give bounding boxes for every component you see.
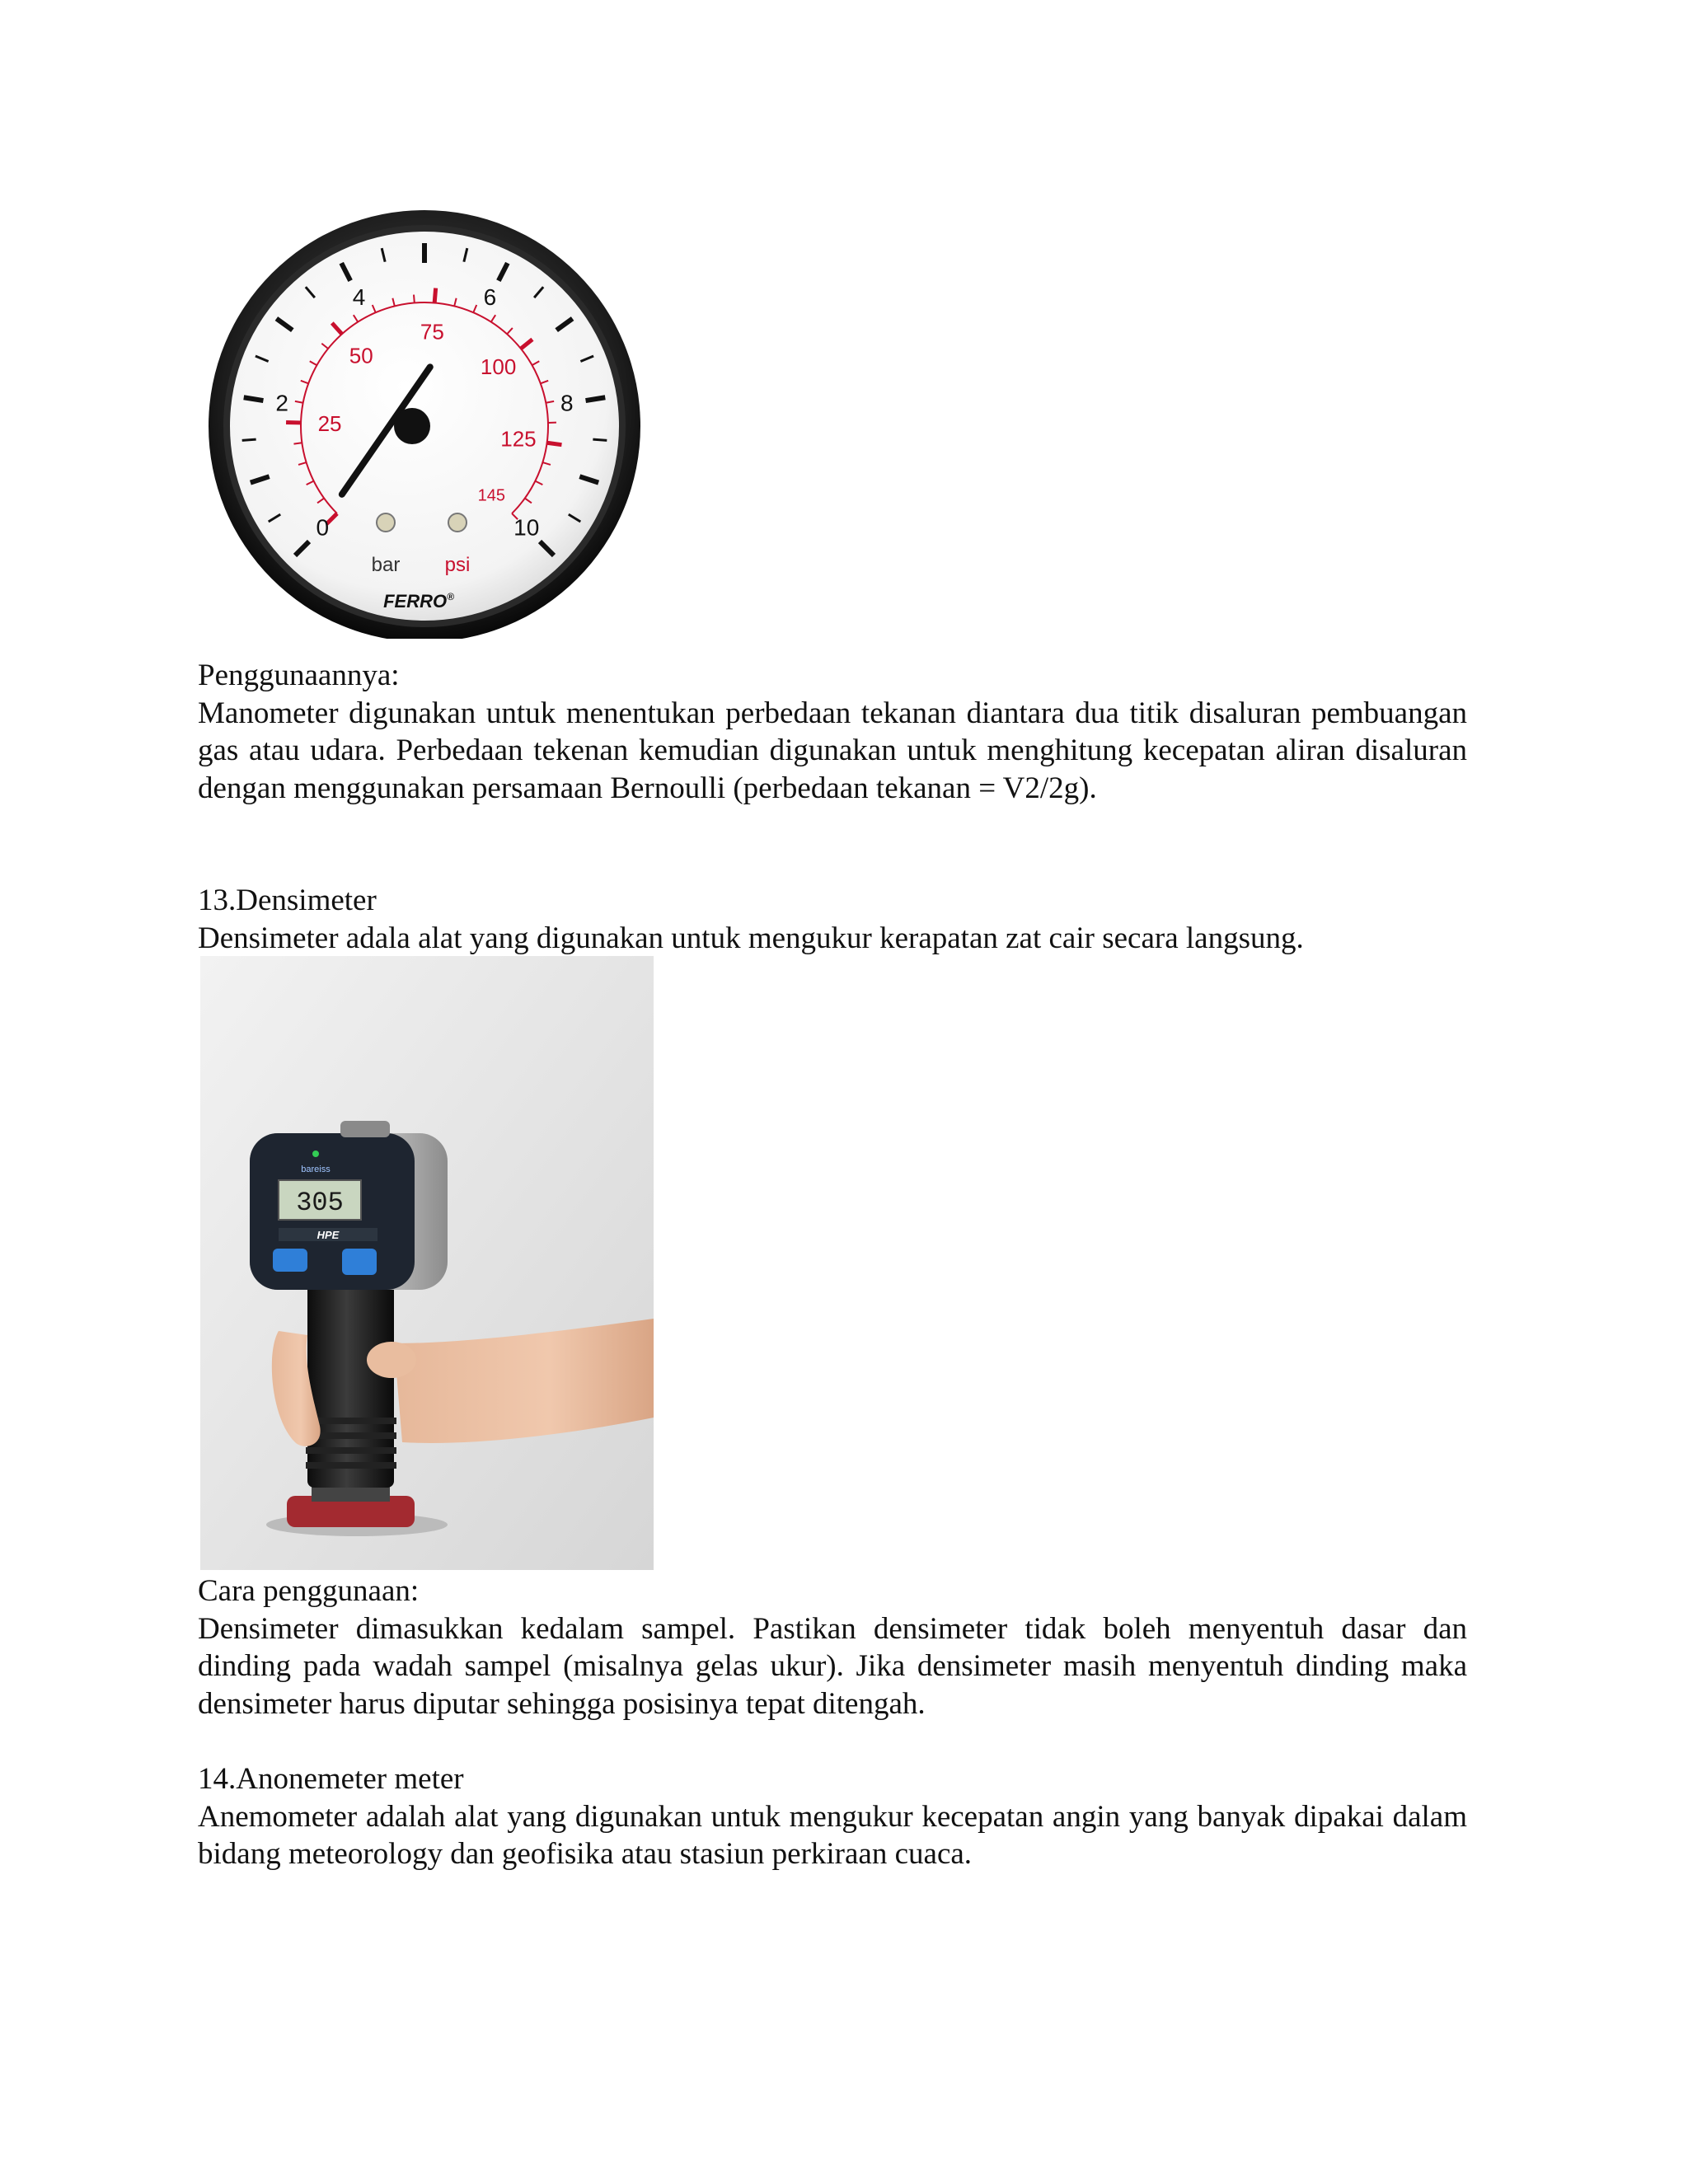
device-grip	[307, 1277, 394, 1488]
manometer-usage-paragraph: Manometer digunakan untuk menentukan perbedaan tekanan diantara dua titik disaluran pembuangan gas atau udara. Perbedaan tekenan kemudian digunakan untuk menghitung kecepatan aliran disaluran dengan menggunakan persamaan Bernoulli (perbedaan tekanan = V2/2g).	[198, 696, 1467, 805]
pressure-gauge-image	[206, 210, 651, 639]
manometer-usage-section	[198, 657, 1467, 807]
anemometer-paragraph: Anemometer adalah alat yang digunakan untuk mengukur kecepatan angin yang banyak dipakai dalam bidang meteorology dan geofisika atau stasiun perkiraan cuaca.	[198, 1799, 1467, 1871]
psi-scale-label: 100	[480, 354, 517, 379]
psi-adjust-screw-icon	[448, 513, 467, 532]
densimeter-device-drawing	[200, 956, 654, 1570]
bar-major-tick	[586, 397, 606, 401]
usage-heading: Cara penggunaan:	[198, 1574, 420, 1608]
psi-scale-label: 125	[500, 426, 537, 452]
unit-psi-label: psi	[444, 554, 471, 576]
psi-scale-label: 50	[349, 343, 373, 368]
bar-scale-label: 6	[483, 284, 497, 311]
densimeter-instructions-section	[198, 1572, 1467, 1722]
bar-scale-label: 10	[513, 514, 540, 541]
brand-logo: FERRO®	[383, 591, 454, 612]
bar-major-tick	[244, 397, 264, 401]
model-label: HPE	[316, 1229, 340, 1241]
unit-bar-label: bar	[371, 554, 401, 576]
bar-scale-label: 4	[352, 284, 366, 311]
bar-scale-label: 8	[560, 390, 574, 416]
manometer-usage-heading: Penggunaannya:	[198, 658, 400, 692]
hand-thumb	[367, 1342, 416, 1378]
psi-tick	[434, 288, 435, 303]
bar-adjust-screw-icon	[377, 513, 395, 532]
mode-button[interactable]	[273, 1249, 307, 1272]
anemometer-section	[198, 1760, 1467, 1873]
device-brand: bareiss	[301, 1165, 331, 1174]
status-led-icon	[312, 1151, 319, 1157]
psi-tick	[414, 295, 415, 303]
bar-minor-tick	[242, 439, 256, 440]
densimeter-heading: 13.Densimeter	[198, 883, 377, 917]
usage-paragraph: Densimeter dimasukkan kedalam sampel. Pastikan densimeter tidak boleh menyentuh dasar dan dinding pada wadah sampel (misalnya gelas ukur). Jika densimeter masih menyentuh dinding maka densimeter harus diputar sehingga posisinya tepat ditengah.	[198, 1611, 1467, 1721]
device-top-cap	[340, 1121, 390, 1137]
psi-scale-label: 145	[477, 486, 506, 505]
anemometer-heading: 14.Anonemeter meter	[198, 1762, 464, 1796]
bar-scale-label: 0	[316, 514, 330, 541]
max-button[interactable]	[342, 1249, 377, 1275]
densimeter-definition: Densimeter adala alat yang digunakan untuk mengukur kerapatan zat cair secara langsung.	[198, 921, 1304, 955]
psi-scale-label: 75	[420, 319, 444, 344]
lcd-reading: 305	[296, 1188, 344, 1218]
psi-tick	[547, 443, 562, 444]
pressure-gauge-drawing	[206, 210, 651, 639]
densimeter-section	[198, 882, 1467, 957]
densimeter-device-image	[200, 956, 654, 1570]
bar-minor-tick	[593, 439, 607, 440]
psi-scale-label: 25	[317, 410, 342, 436]
bar-scale-label: 2	[275, 390, 288, 416]
